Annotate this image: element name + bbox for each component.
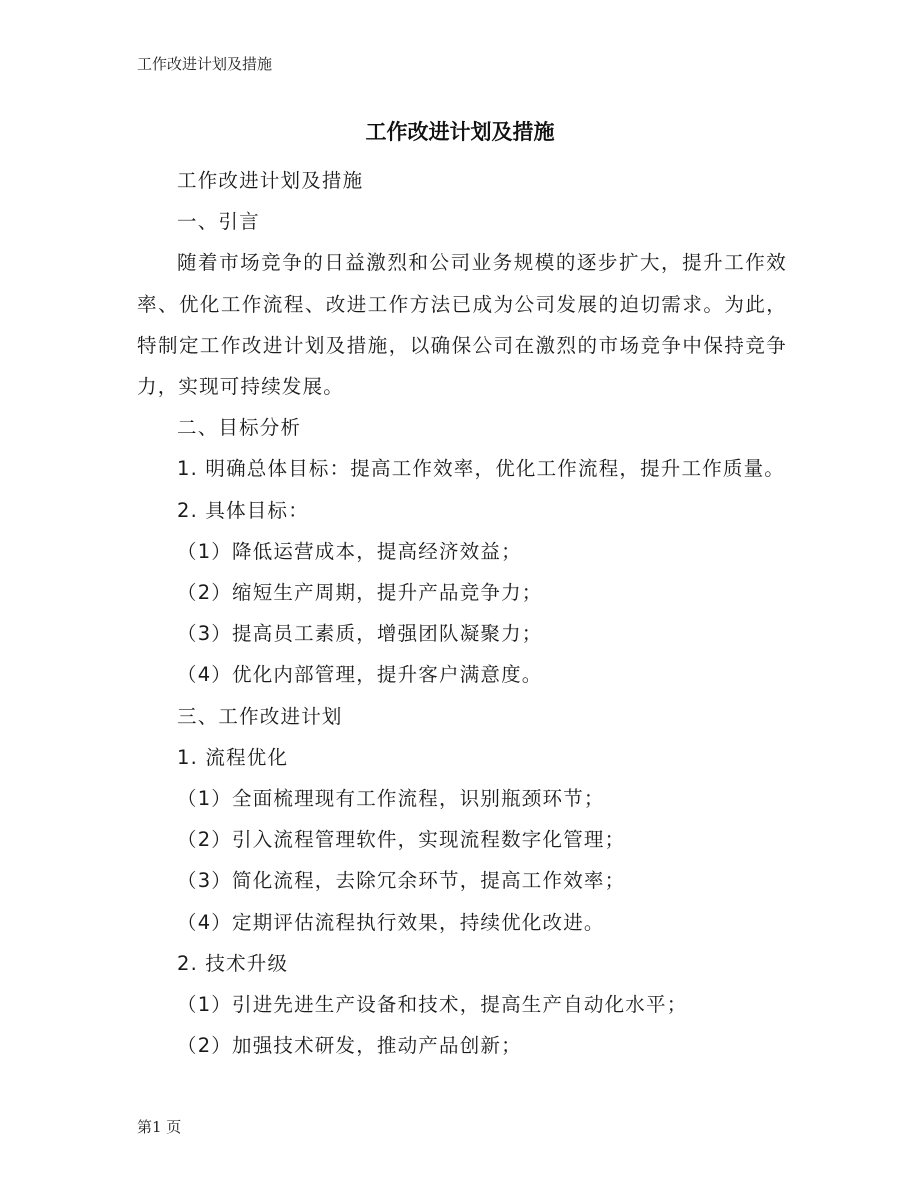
list-item: （4）优化内部管理，提升客户满意度。 — [177, 663, 543, 687]
list-item: （4）定期评估流程执行效果，持续优化改进。 — [177, 910, 605, 934]
section-heading-intro: 一、引言 — [177, 210, 260, 234]
section-heading-plan: 三、工作改进计划 — [177, 704, 343, 728]
section-heading-goals: 二、目标分析 — [177, 416, 302, 440]
page-number: 第1 页 — [137, 1118, 182, 1136]
list-item: 2. 技术升级 — [177, 951, 289, 975]
list-item: （1）降低运营成本，提高经济效益； — [177, 539, 522, 563]
document-body — [137, 160, 787, 1066]
list-item: （2）缩短生产周期，提升产品竞争力； — [177, 581, 543, 605]
list-item: （3）提高员工素质，增强团队凝聚力； — [177, 622, 543, 646]
list-item: 2. 具体目标： — [177, 498, 309, 522]
document-title: 工作改进计划及措施 — [365, 119, 555, 144]
list-item: （3）简化流程，去除冗余环节，提高工作效率； — [177, 869, 626, 893]
list-item: 1. 流程优化 — [177, 745, 289, 769]
paragraph-intro: 随着市场竞争的日益激烈和公司业务规模的逐步扩大，提升工作效率、优化工作流程、改进工作方法已成为公司发展的迫切需求。为此，特制定工作改进计划及措施，以确保公司在激烈的市场竞争中保持竞争力，实现可持续发展。 — [137, 251, 787, 399]
list-item: （2）引入流程管理软件，实现流程数字化管理； — [177, 828, 626, 852]
list-item: （2）加强技术研发，推动产品创新； — [177, 1034, 522, 1058]
list-item: 1. 明确总体目标：提高工作效率，优化工作流程，提升工作质量。 — [177, 457, 786, 481]
list-item: （1）引进先进生产设备和技术，提高生产自动化水平； — [177, 993, 688, 1017]
running-header: 工作改进计划及措施 — [137, 55, 273, 73]
list-item: （1）全面梳理现有工作流程，识别瓶颈环节； — [177, 787, 605, 811]
paragraph-subtitle: 工作改进计划及措施 — [177, 169, 364, 192]
